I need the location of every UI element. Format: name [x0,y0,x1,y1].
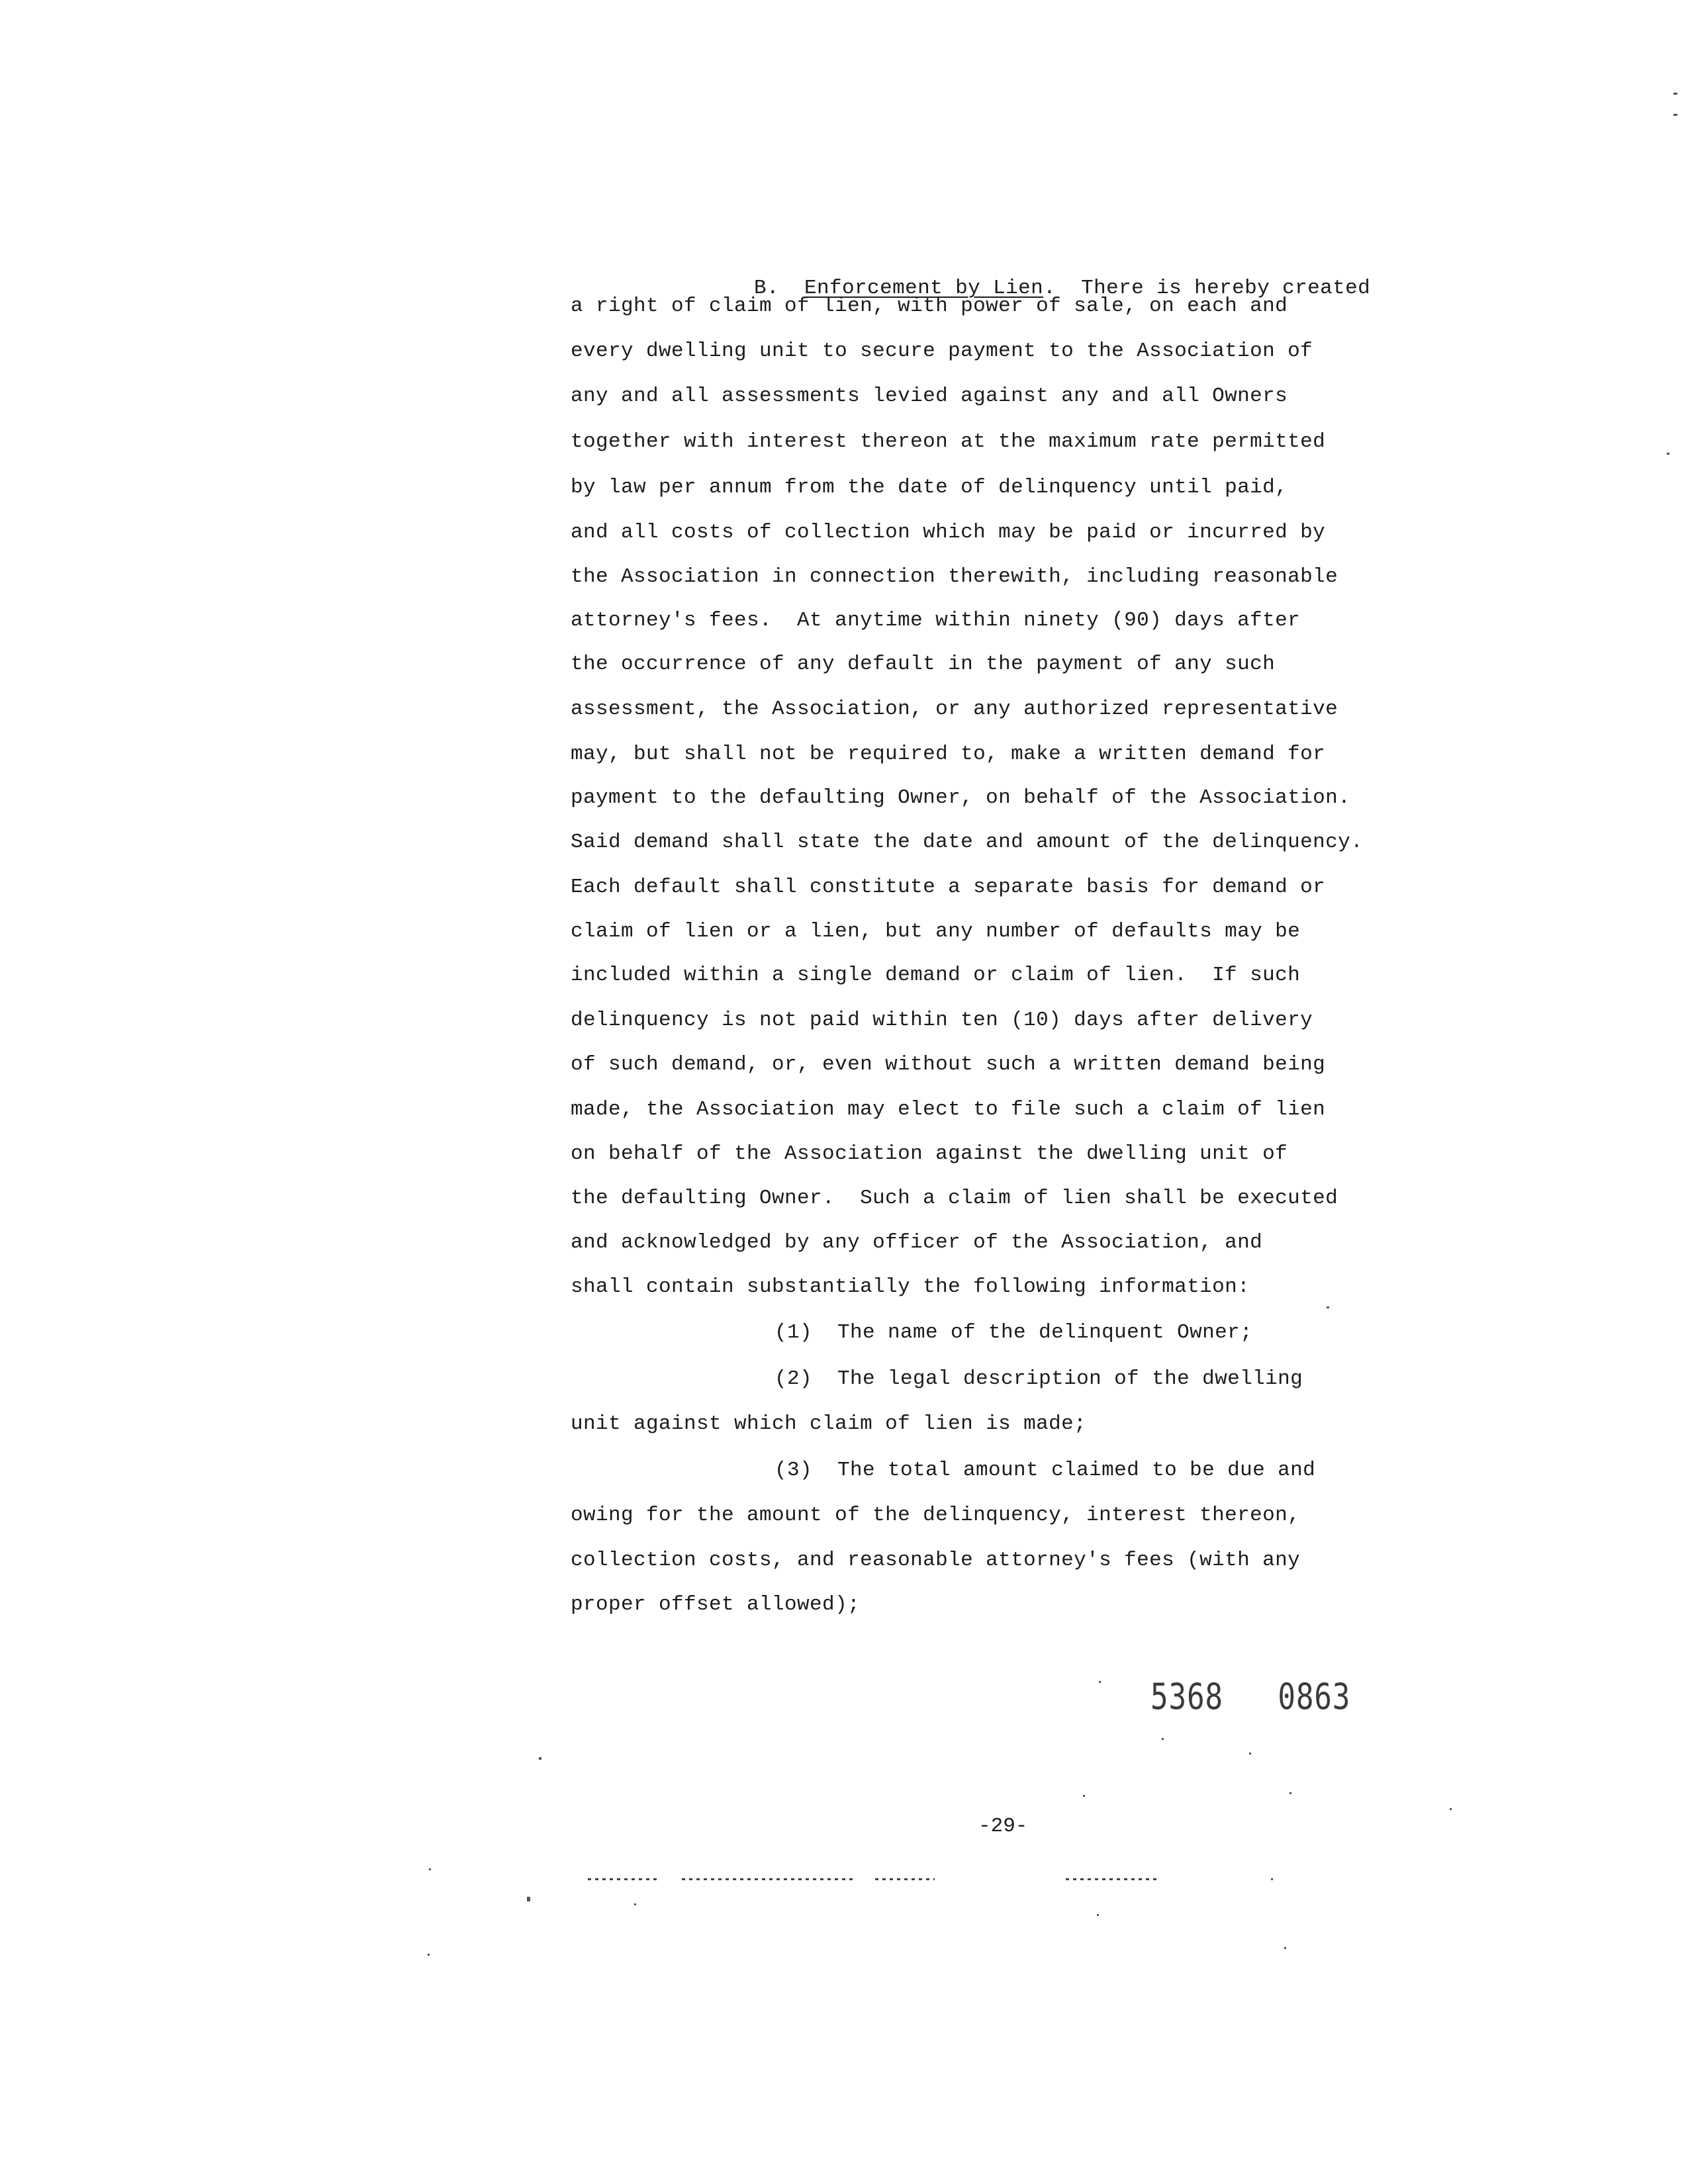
body-line: claim of lien or a lien, but any number of defaults may be [571,920,1301,943]
scan-speck [1162,1738,1164,1740]
body-line: a right of claim of lien, with power of sale, on each and [571,295,1288,318]
scan-speck [1249,1752,1251,1754]
list-item-1: (1) The name of the delinquent Owner; [774,1321,1253,1344]
scan-speck [1289,1792,1291,1794]
body-line: attorney's fees. At anytime within ninety (90) days after [571,609,1301,632]
body-line: the defaulting Owner. Such a claim of lien shall be executed [571,1187,1338,1210]
body-line: together with interest thereon at the maximum rate permitted [571,430,1326,453]
scan-artifact-line [682,1878,854,1880]
scan-speck [1673,114,1677,116]
list-item-3-continuation: owing for the amount of the delinquency, interest thereon, [571,1504,1301,1527]
body-line: made, the Association may elect to file such a claim of lien [571,1098,1326,1121]
body-line: by law per annum from the date of delinquency until paid, [571,476,1288,499]
body-line: Said demand shall state the date and amount of the delinquency. [571,831,1364,854]
scan-speck [1673,93,1677,95]
scan-speck [1284,1947,1286,1949]
body-line: shall contain substantially the following information: [571,1275,1250,1298]
page-number: -29- [978,1815,1028,1838]
scan-speck [1450,1808,1452,1810]
scan-speck [429,1868,431,1870]
scan-artifact-line [588,1878,661,1880]
body-line: every dwelling unit to secure payment to the Association of [571,340,1313,363]
list-item-2-continuation: unit against which claim of lien is made; [571,1412,1087,1435]
body-line: the occurrence of any default in the payment of any such [571,653,1276,676]
scan-speck [1099,1681,1101,1683]
body-line: payment to the defaulting Owner, on behalf of the Association. [571,786,1351,809]
section-title: Enforcement by Lien [804,277,1044,300]
section-label: B. [754,277,780,300]
body-line: may, but shall not be required to, make a written demand for [571,743,1326,766]
scan-speck [527,1897,530,1901]
body-line: the Association in connection therewith, including reasonable [571,565,1338,588]
recording-stamp: 5368 0863 [1150,1676,1351,1717]
body-line: assessment, the Association, or any authorized representative [571,698,1338,721]
body-line: and acknowledged by any officer of the Association, and [571,1231,1263,1254]
list-item-2: (2) The legal description of the dwelling [774,1367,1303,1390]
scan-speck [1097,1914,1099,1916]
scan-artifact-line [875,1878,935,1880]
body-line: delinquency is not paid within ten (10) days after delivery [571,1009,1313,1032]
scan-speck [428,1954,430,1956]
body-line: on behalf of the Association against the dwelling unit of [571,1142,1288,1165]
heading-continuation: . There is hereby created [1043,277,1371,300]
scan-speck [634,1903,636,1905]
scan-speck [539,1757,541,1760]
body-line: included within a single demand or claim of lien. If such [571,964,1301,987]
list-item-3-continuation: collection costs, and reasonable attorney's fees (with any [571,1549,1301,1572]
list-item-3: (3) The total amount claimed to be due and [774,1459,1316,1482]
scan-artifact-line [1066,1878,1158,1880]
body-line: any and all assessments levied against any and all Owners [571,385,1288,408]
scan-speck [1083,1795,1085,1797]
list-item-3-continuation: proper offset allowed); [571,1593,861,1616]
scan-speck [1271,1878,1273,1880]
body-line: of such demand, or, even without such a written demand being [571,1053,1326,1076]
body-line: Each default shall constitute a separate basis for demand or [571,876,1326,899]
body-line: and all costs of collection which may be paid or incurred by [571,521,1326,544]
scan-speck [1667,453,1669,455]
scan-speck [1327,1306,1329,1308]
